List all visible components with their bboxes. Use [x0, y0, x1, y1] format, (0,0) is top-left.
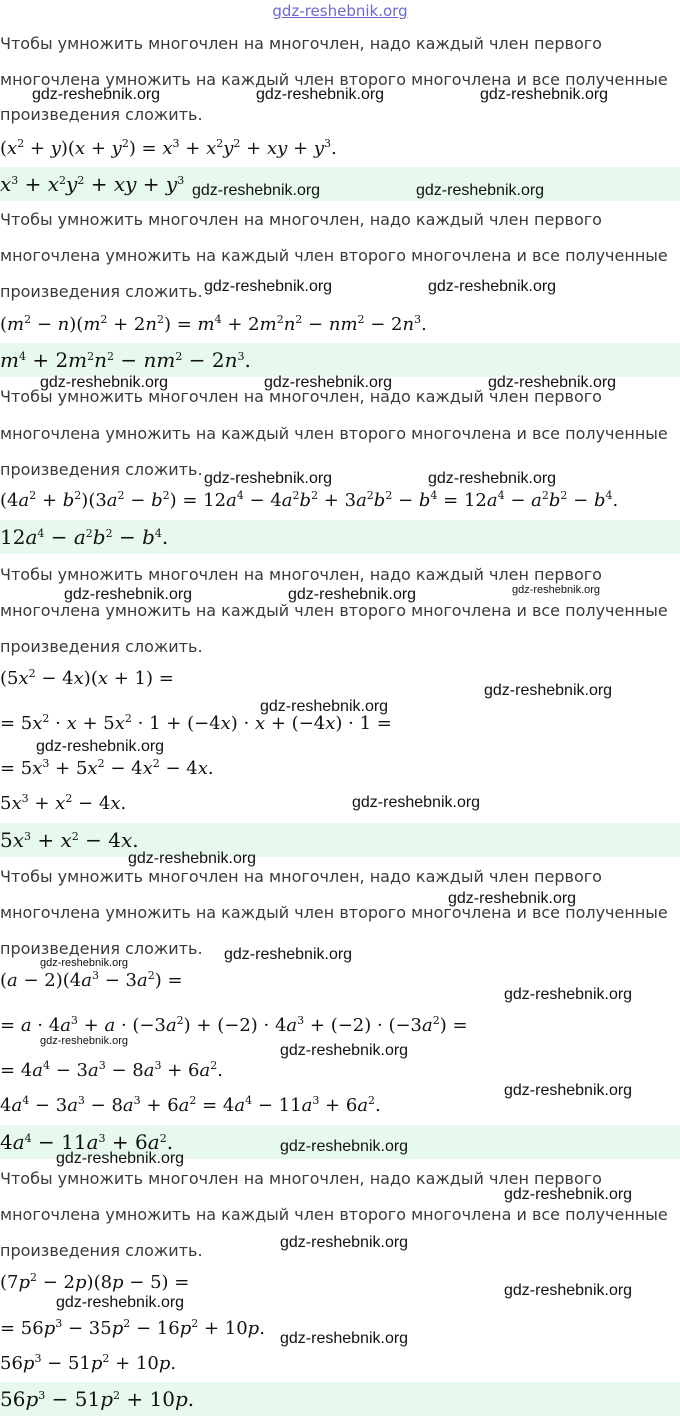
- watermark: gdz-reshebnik.org: [504, 1082, 633, 1099]
- watermark: gdz-reshebnik.org: [40, 374, 169, 391]
- math-step: $56p^3 - 51p^2 + 10p$.: [0, 1352, 177, 1374]
- watermark: gdz-reshebnik.org: [204, 470, 333, 487]
- rule-line-3: произведения сложить.: [0, 637, 203, 656]
- watermark: gdz-reshebnik.org: [64, 586, 193, 603]
- math-step: $(7p^2 - 2p)(8p - 5)$ =: [0, 1271, 190, 1293]
- watermark: gdz-reshebnik.org: [504, 1186, 633, 1203]
- watermark: gdz-reshebnik.org: [192, 182, 321, 199]
- math-step: $(a - 2)(4a^3 - 3a^2)$ =: [0, 969, 183, 991]
- watermark: gdz-reshebnik.org: [256, 86, 385, 103]
- watermark: gdz-reshebnik.org: [288, 586, 417, 603]
- watermark: gdz-reshebnik.org: [204, 278, 333, 295]
- watermark: gdz-reshebnik.org: [128, 850, 257, 867]
- watermark: gdz-reshebnik.org: [260, 698, 389, 715]
- math-step: = $4a^4 - 3a^3 - 8a^3 + 6a^2$.: [0, 1059, 223, 1081]
- rule-line-3: произведения сложить.: [0, 460, 203, 479]
- watermark: gdz-reshebnik.org: [504, 986, 633, 1003]
- math-step: = $5x^3 + 5x^2 - 4x^2 - 4x$.: [0, 757, 214, 779]
- rule-line-2: многочлена умножить на каждый член второго многочлена и все полученные: [0, 424, 668, 443]
- math-step: = $56p^3 - 35p^2 - 16p^2 + 10p$.: [0, 1317, 265, 1339]
- rule-line-3: произведения сложить.: [0, 282, 203, 301]
- watermark: gdz-reshebnik.org: [264, 374, 393, 391]
- rule-line-3: произведения сложить.: [0, 1241, 203, 1260]
- answer-box: [0, 1382, 680, 1416]
- rule-line-1: Чтобы умножить многочлен на многочлен, надо каждый член первого: [0, 867, 602, 886]
- watermark: gdz-reshebnik.org: [280, 1042, 409, 1059]
- watermark: gdz-reshebnik.org: [40, 957, 129, 969]
- answer-math: $4a^4 - 11a^3 + 6a^2$.: [0, 1130, 174, 1154]
- rule-line-1: Чтобы умножить многочлен на многочлен, надо каждый член первого: [0, 565, 602, 584]
- math-step: $(m^2 - n)(m^2 + 2n^2) = m^4 + 2m^2n^2 - nm^2 - 2n^3$.: [0, 313, 427, 335]
- rule-line-1: Чтобы умножить многочлен на многочлен, надо каждый член первого: [0, 34, 602, 53]
- answer-math: $5x^3 + x^2 - 4x$.: [0, 828, 139, 852]
- answer-box: [0, 167, 680, 201]
- answer-math: $m^4 + 2m^2n^2 - nm^2 - 2n^3$.: [0, 348, 251, 372]
- answer-math: $56p^3 - 51p^2 + 10p$.: [0, 1387, 195, 1411]
- watermark: gdz-reshebnik.org: [56, 1294, 185, 1311]
- answer-box: [0, 520, 680, 554]
- rule-line-3: произведения сложить.: [0, 939, 203, 958]
- watermark: gdz-reshebnik.org: [352, 794, 481, 811]
- answer-box: [0, 343, 680, 377]
- rule-line-2: многочлена умножить на каждый член второго многочлена и все полученные: [0, 903, 668, 922]
- rule-line-2: многочлена умножить на каждый член второго многочлена и все полученные: [0, 601, 668, 620]
- math-step: $5x^3 + x^2 - 4x$.: [0, 792, 127, 814]
- rule-line-1: Чтобы умножить многочлен на многочлен, надо каждый член первого: [0, 387, 602, 406]
- answer-math: $12a^4 - a^2b^2 - b^4$.: [0, 525, 169, 549]
- rule-line-3: произведения сложить.: [0, 105, 203, 124]
- site-link[interactable]: gdz-reshebnik.org: [272, 2, 408, 20]
- watermark: gdz-reshebnik.org: [416, 182, 545, 199]
- watermark: gdz-reshebnik.org: [448, 890, 577, 907]
- rule-line-2: многочлена умножить на каждый член второго многочлена и все полученные: [0, 70, 668, 89]
- watermark: gdz-reshebnik.org: [484, 682, 613, 699]
- math-step: = $a \cdot 4a^3 + a \cdot (-3a^2) + (-2) \cdot 4a^3 + (-2) \cdot (-3a^2)$ =: [0, 1014, 468, 1036]
- rule-line-1: Чтобы умножить многочлен на многочлен, надо каждый член первого: [0, 210, 602, 229]
- watermark: gdz-reshebnik.org: [428, 470, 557, 487]
- answer-math: $x^3 + x^2y^2$ + xy + $y^3$: [0, 172, 185, 196]
- rule-line-1: Чтобы умножить многочлен на многочлен, надо каждый член первого: [0, 1169, 602, 1188]
- watermark: gdz-reshebnik.org: [40, 1035, 129, 1047]
- watermark: gdz-reshebnik.org: [428, 278, 557, 295]
- math-step: = $5x^2 \cdot x + 5x^2 \cdot 1 + (-4x) \cdot x + (-4x) \cdot 1$ =: [0, 712, 392, 734]
- watermark: gdz-reshebnik.org: [280, 1138, 409, 1155]
- rule-line-2: многочлена умножить на каждый член второго многочлена и все полученные: [0, 1205, 668, 1224]
- math-step: $(5x^2 - 4x)(x + 1)$ =: [0, 667, 174, 689]
- watermark: gdz-reshebnik.org: [280, 1330, 409, 1347]
- rule-line-2: многочлена умножить на каждый член второго многочлена и все полученные: [0, 246, 668, 265]
- watermark: gdz-reshebnik.org: [32, 86, 161, 103]
- math-step: $(4a^2 + b^2)(3a^2 - b^2) = 12a^4 - 4a^2b^2 + 3a^2b^2 - b^4 = 12a^4 - a^2b^2 - b^4$.: [0, 489, 619, 511]
- watermark: gdz-reshebnik.org: [280, 1234, 409, 1251]
- watermark: gdz-reshebnik.org: [224, 946, 353, 963]
- watermark: gdz-reshebnik.org: [504, 1282, 633, 1299]
- answer-box: [0, 823, 680, 857]
- watermark: gdz-reshebnik.org: [56, 1150, 185, 1167]
- watermark: gdz-reshebnik.org: [480, 86, 609, 103]
- math-step: $(x^2 + y)(x + y^2) = x^3 + x^2y^2$ + xy + $y^3$.: [0, 137, 337, 159]
- watermark: gdz-reshebnik.org: [488, 374, 617, 391]
- watermark: gdz-reshebnik.org: [36, 738, 165, 755]
- math-step: $4a^4 - 3a^3 - 8a^3 + 6a^2 = 4a^4 - 11a^3 + 6a^2$.: [0, 1094, 381, 1116]
- watermark: gdz-reshebnik.org: [512, 584, 601, 596]
